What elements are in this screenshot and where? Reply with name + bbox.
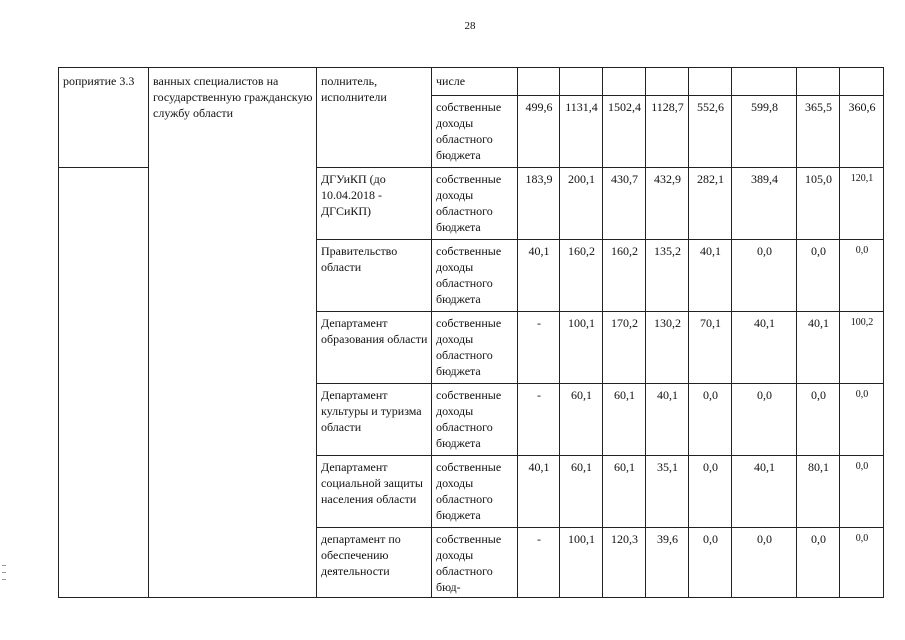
executor-cell: ДГУиКП (до 10.04.2018 - ДГСиКП) <box>317 168 432 240</box>
value-cell: 120,1 <box>840 168 884 240</box>
value-cell <box>603 68 646 96</box>
value-cell: 200,1 <box>560 168 603 240</box>
value-cell: 1131,4 <box>560 96 603 168</box>
value-cell: 389,4 <box>732 168 797 240</box>
value-cell: 0,0 <box>689 528 732 598</box>
value-cell: 1502,4 <box>603 96 646 168</box>
value-cell: - <box>518 384 560 456</box>
value-cell: 1128,7 <box>646 96 689 168</box>
value-cell: 160,2 <box>603 240 646 312</box>
value-cell: 552,6 <box>689 96 732 168</box>
value-cell: 499,6 <box>518 96 560 168</box>
value-cell: 100,1 <box>560 528 603 598</box>
value-cell: 40,1 <box>518 240 560 312</box>
value-cell: 40,1 <box>689 240 732 312</box>
value-cell: 60,1 <box>560 384 603 456</box>
value-cell: - <box>518 528 560 598</box>
value-cell: 599,8 <box>732 96 797 168</box>
value-cell: 120,3 <box>603 528 646 598</box>
value-cell: 0,0 <box>689 384 732 456</box>
executor-cell: Департамент социальной защиты населения области <box>317 456 432 528</box>
value-cell: 60,1 <box>603 456 646 528</box>
value-cell: 0,0 <box>797 384 840 456</box>
source-cell: собственные доходы областного бюджета <box>432 96 518 168</box>
source-cell: собственные доходы областного бюджета <box>432 384 518 456</box>
value-cell: - <box>518 312 560 384</box>
value-cell: 70,1 <box>689 312 732 384</box>
value-cell: 105,0 <box>797 168 840 240</box>
value-cell: 160,2 <box>560 240 603 312</box>
value-cell: 365,5 <box>797 96 840 168</box>
value-cell: 0,0 <box>840 240 884 312</box>
budget-table <box>58 67 884 598</box>
scan-margin-marks <box>2 565 6 587</box>
value-cell: 0,0 <box>732 384 797 456</box>
value-cell <box>840 68 884 96</box>
activity-cell-empty <box>59 168 149 598</box>
value-cell: 40,1 <box>797 312 840 384</box>
value-cell: 35,1 <box>646 456 689 528</box>
source-cell: собственные доходы областного бюджета <box>432 312 518 384</box>
source-cell: собственные доходы областного бюджета <box>432 168 518 240</box>
activity-name-cell: ванных специалистов на государственную гражданскую службу области <box>149 68 317 598</box>
value-cell: 80,1 <box>797 456 840 528</box>
value-cell: 40,1 <box>646 384 689 456</box>
value-cell: 430,7 <box>603 168 646 240</box>
value-cell: 0,0 <box>840 384 884 456</box>
table-row <box>59 68 884 96</box>
executor-cell: Департамент культуры и туризма области <box>317 384 432 456</box>
executor-cell: Правительство области <box>317 240 432 312</box>
executor-cell: департамент по обеспечению деятельности <box>317 528 432 598</box>
value-cell: 60,1 <box>603 384 646 456</box>
value-cell: 60,1 <box>560 456 603 528</box>
value-cell: 40,1 <box>732 456 797 528</box>
value-cell: 39,6 <box>646 528 689 598</box>
value-cell: 360,6 <box>840 96 884 168</box>
value-cell <box>646 68 689 96</box>
source-cell: собственные доходы областного бюджета <box>432 456 518 528</box>
value-cell <box>732 68 797 96</box>
value-cell: 40,1 <box>518 456 560 528</box>
value-cell: 0,0 <box>840 456 884 528</box>
value-cell: 432,9 <box>646 168 689 240</box>
value-cell: 0,0 <box>689 456 732 528</box>
value-cell: 135,2 <box>646 240 689 312</box>
value-cell: 130,2 <box>646 312 689 384</box>
value-cell: 282,1 <box>689 168 732 240</box>
value-cell: 183,9 <box>518 168 560 240</box>
source-cell: числе <box>432 68 518 96</box>
value-cell <box>518 68 560 96</box>
value-cell: 0,0 <box>732 240 797 312</box>
value-cell: 0,0 <box>797 240 840 312</box>
executor-cell: Департамент образования области <box>317 312 432 384</box>
source-cell: собственные доходы областного бюджета <box>432 240 518 312</box>
value-cell: 40,1 <box>732 312 797 384</box>
activity-cell: роприятие 3.3 <box>59 68 149 168</box>
value-cell: 100,1 <box>560 312 603 384</box>
value-cell: 0,0 <box>840 528 884 598</box>
page-number: 28 <box>464 20 476 32</box>
value-cell: 0,0 <box>732 528 797 598</box>
value-cell <box>560 68 603 96</box>
executor-cell: полнитель, исполнители <box>317 68 432 168</box>
value-cell <box>689 68 732 96</box>
value-cell: 100,2 <box>840 312 884 384</box>
value-cell <box>797 68 840 96</box>
value-cell: 0,0 <box>797 528 840 598</box>
value-cell: 170,2 <box>603 312 646 384</box>
source-cell: собственные доходы областного бюд- <box>432 528 518 598</box>
